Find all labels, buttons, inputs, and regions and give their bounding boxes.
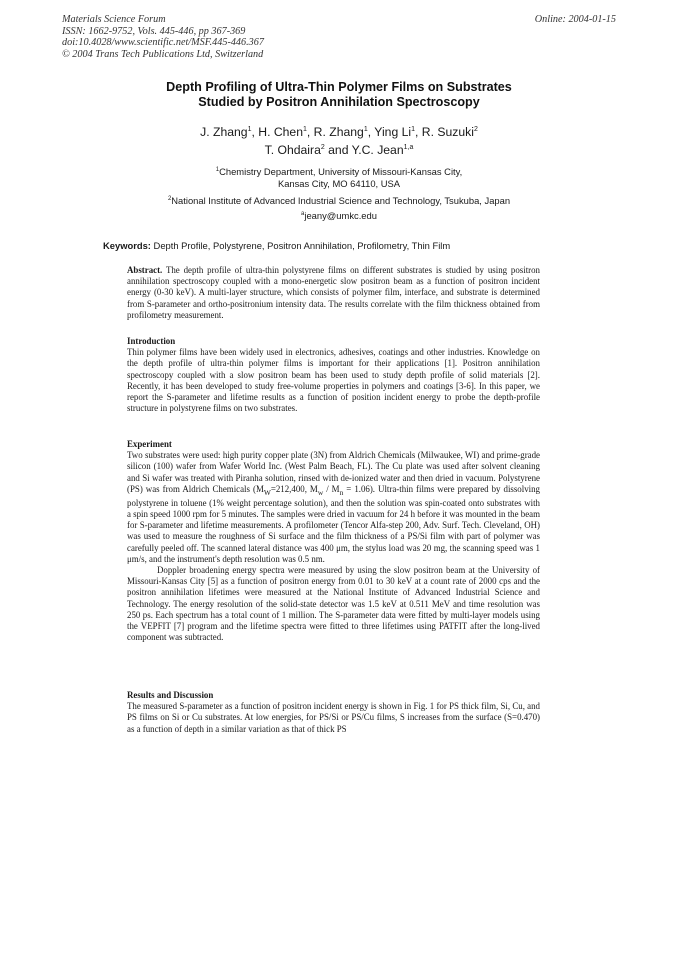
experiment-section (127, 439, 540, 643)
author-name: R. Suzuki (421, 125, 474, 140)
author-connector: and (328, 143, 349, 158)
affiliation-1-line-2: Kansas City, MO 64110, USA (277, 178, 401, 190)
authors-line-2 (0, 140, 678, 158)
author-sup: 1 (302, 126, 307, 133)
results-heading: Results and Discussion (127, 690, 214, 700)
author-sup: 1,a (403, 144, 414, 152)
abstract-section (127, 265, 540, 321)
author-list (0, 122, 678, 158)
email-line (0, 208, 678, 222)
abstract-label: Abstract. (127, 265, 163, 275)
author-sup: 1 (363, 126, 368, 133)
introduction-section (127, 336, 540, 414)
author-name: Y.C. Jean (351, 143, 404, 158)
doi-line[interactable]: doi:10.4028/www.scientific.net/MSF.445-446.367 (62, 37, 264, 49)
experiment-heading: Experiment (127, 439, 172, 449)
email-sup: a (301, 211, 305, 217)
journal-name: Materials Science Forum (62, 14, 166, 25)
author-name: J. Zhang (200, 125, 248, 140)
introduction-text: Thin polymer films have been widely used in electronics, adhesives, coatings and other industries. Knowledge on the depth profile of ultra-thin polymer films is important for their applications [1]. Positron annihilation spectroscopy coupled with a slow positron beam has been used to study depth profile of solid materials [2]. Recently, it has been developed to study free-volume properties in polymers and coatings [3-6]. In this paper, we report the S-parameter and lifetime results as a function of position incident energy to probe the depth-profile structure in polystyrene films on two substrates. (127, 347, 540, 414)
author-sup: 2 (473, 126, 478, 133)
email-address[interactable]: jeany@umkc.edu (304, 210, 377, 222)
experiment-paragraph-1: Two substrates were used: high purity copper plate (3N) from Aldrich Chemicals (Milwaukee, WI) and prime-grade silicon (100) wafer from Wafer World Inc. (West Palm Beach, FL). The Cu plate was used after solvent cleaning and Si wafer was treated with Piranha solution, rinsed with de-ionized water and then dried in vacuum. Polystyrene (PS) was from Aldrich Chemicals ($M_W=212,400$, $M_w / M_n = 1.06$). Ultra-thin films were prepared by dissolving polystyrene in toluene (1% weight percentage solution), and then the solution was spin-coated onto substrates with a spin speed 1000 rpm for 5 minutes. The samples were dried in vacuum for 24 h before it was mounted in the beam for S-parameter and lifetime measurements. A profilometer (Tencor Alfa-step 200, Adv. Surf. Tech. Cleveland, OH) was used to measure the roughness of Si surface and the film thickness of a PS/Si film with part of polymer was carefully peeled off. The scanned lateral distance was 400 μm, the stylus load was 20 mg, the scanning speed was 1 μm/s, and the instrument's depth resolution was 0.5 nm. (127, 450, 540, 564)
page-header (62, 14, 616, 60)
results-text: The measured S-parameter as a function of positron incident energy is shown in Fig. 1 for PS thick film, Si, Cu, and PS films on Si or Cu substrates. At low energies, for PS/Si or PS/Cu films, S increases from the surface (S=0.470) as a function of depth in a similar variation as that of thick PS (127, 701, 540, 734)
affiliation-1-line-1: Chemistry Department, University of Missouri-Kansas City, (219, 166, 463, 178)
author-name: T. Ohdaira (264, 143, 321, 158)
keywords-line (103, 240, 643, 251)
author-sup: 2 (320, 144, 325, 152)
author-name: Ying Li (374, 125, 412, 140)
author-name: R. Zhang (313, 125, 364, 140)
online-date: Online: 2004-01-15 (534, 14, 616, 25)
affiliation-sup: 1 (215, 167, 220, 173)
affiliation-1 (0, 164, 678, 190)
abstract-text: The depth profile of ultra-thin polystyrene films on different substrates is studied by using positron annihilation spectroscopy coupled with a mono-energetic slow positron beam as a function of positron incident energy (0-30 keV). A multi-layer structure, which consists of polymer film, interface, and substrate is determined from S-parameter and ortho-positronium intensity data. The results correlate with the film thickness obtained from profilometry measurement. (127, 265, 540, 320)
issn-line: ISSN: 1662-9752, Vols. 445-446, pp 367-369 (62, 25, 246, 37)
results-section (127, 690, 540, 735)
keywords-label: Keywords: (103, 240, 151, 251)
affiliation-sup: 2 (167, 196, 172, 202)
affiliation-2 (0, 193, 678, 207)
introduction-heading: Introduction (127, 336, 176, 346)
authors-line-1: J. Zhang$^1$, H. Chen$^1$, R. Zhang$^1$, Ying Li$^1$, R. Suzuki$^2$ (200, 125, 478, 140)
experiment-paragraph-2: Doppler broadening energy spectra were measured by using the slow positron beam at the University of Missouri-Kansas City [5] as a function of positron energy from 0.01 to 30 keV at a count rate of 2000 cps and the positron annihilation lifetimes were measured at the National Institute of Advanced Industrial Science and Technology. The energy resolution of the solid-state detector was 1.5 keV at 0.511 MeV and time resolution was 250 ps. Each spectrum has a total count of 1 million. The S-parameter data were fitted by multi-layer models using the VEPFIT [7] program and the lifetime spectra were fitted to three lifetimes using PATFIT after the long-lived component was subtracted. (127, 565, 540, 643)
title-line-1: Depth Profiling of Ultra-Thin Polymer Films on Substrates (166, 80, 512, 94)
author-sup: 1 (247, 126, 252, 133)
title-line-2: Studied by Positron Annihilation Spectroscopy (198, 95, 480, 109)
author-name: H. Chen (258, 125, 303, 140)
affiliation-2-text: National Institute of Advanced Industrial Science and Technology, Tsukuba, Japan (171, 195, 511, 207)
author-sup: 1 (411, 126, 415, 133)
keywords-text: Depth Profile, Polystyrene, Positron Annihilation, Profilometry, Thin Film (153, 240, 451, 251)
paper-title (0, 80, 678, 110)
copyright-line: © 2004 Trans Tech Publications Ltd, Switzerland (62, 48, 264, 60)
